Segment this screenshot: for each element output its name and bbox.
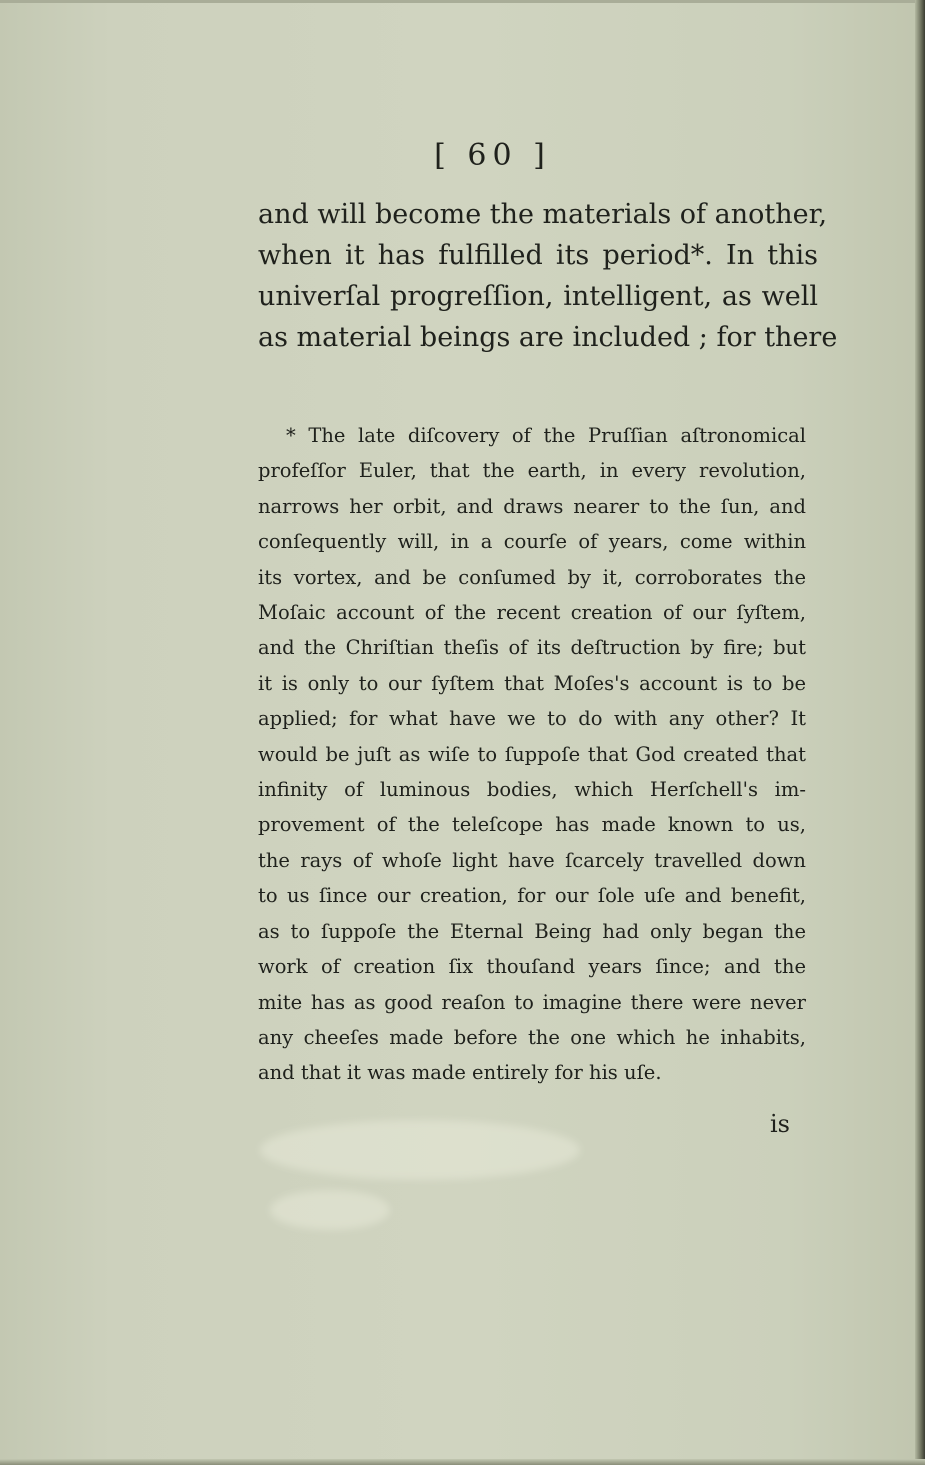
footnote-line: would be juſt as wiſe to ſuppoſe that God created that bbox=[258, 742, 806, 766]
footnote-line: narrows her orbit, and draws nearer to the ſun, and bbox=[258, 494, 806, 518]
body-line: and will become the materials of another, bbox=[258, 199, 828, 230]
body-line: as material beings are included ; for there bbox=[258, 322, 838, 353]
page-bottom-edge bbox=[0, 1459, 925, 1465]
body-line: when it has fulfilled its period*. In this bbox=[258, 240, 818, 271]
body-line: univerſal progreſſion, intelligent, as well bbox=[258, 281, 818, 312]
catchword: is bbox=[770, 1110, 790, 1138]
footnote-line: any cheeſes made before the one which he inhabits, bbox=[258, 1025, 806, 1049]
footnote-line: profeſſor Euler, that the earth, in every revolution, bbox=[258, 459, 806, 483]
footnote-line: Moſaic account of the recent creation of our ſyſtem, bbox=[258, 601, 806, 625]
footnote-line: it is only to our ſyſtem that Moſes's account is to be bbox=[258, 671, 806, 695]
footnote-line: mite has as good reaſon to imagine there were never bbox=[258, 990, 806, 1014]
footnote-line: and that it was made entirely for his uſe. bbox=[258, 1061, 662, 1085]
footnote-line: as to ſuppoſe the Eternal Being had only began the bbox=[258, 919, 806, 943]
page-number: [ 60 ] bbox=[434, 138, 551, 173]
footnote-line: and the Chriſtian theſis of its deſtruction by fire; but bbox=[258, 636, 806, 660]
paper-stain bbox=[270, 1190, 390, 1230]
paper-stain bbox=[260, 1120, 580, 1180]
page-top-edge bbox=[0, 0, 925, 3]
footnote-line: work of creation ſix thouſand years ſince; and the bbox=[258, 955, 806, 979]
footnote bbox=[258, 418, 806, 1091]
page-right-edge bbox=[915, 0, 925, 1465]
footnote-line: to us ſince our creation, for our ſole uſe and benefit, bbox=[258, 884, 806, 908]
footnote-line: conſequently will, in a courſe of years, come within bbox=[258, 530, 806, 554]
footnote-line: applied; for what have we to do with any other? It bbox=[258, 707, 806, 731]
footnote-line: * The late diſcovery of the Pruſſian aſtronomical bbox=[286, 424, 806, 447]
footnote-line: infinity of luminous bodies, which Herſchell's im- bbox=[258, 778, 806, 802]
body-text bbox=[258, 194, 838, 358]
footnote-line: the rays of whoſe light have ſcarcely travelled down bbox=[258, 848, 806, 872]
footnote-line: its vortex, and be conſumed by it, corroborates the bbox=[258, 565, 806, 589]
footnote-line: provement of the teleſcope has made known to us, bbox=[258, 813, 806, 837]
